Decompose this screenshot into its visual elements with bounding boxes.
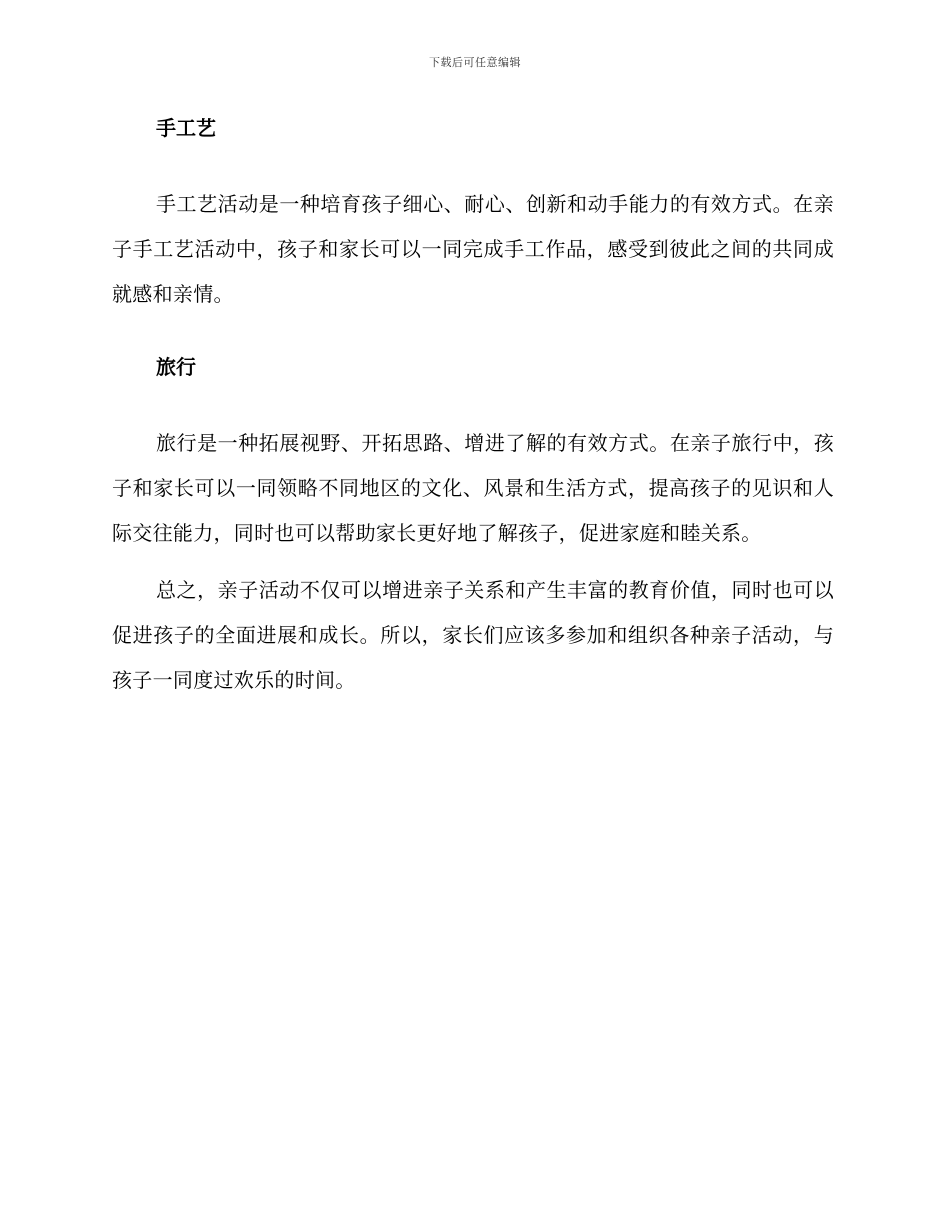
section-heading-travel: 旅行 xyxy=(156,355,196,379)
section-paragraph-crafts: 手工艺活动是一种培育孩子细心、耐心、创新和动手能力的有效方式。在亲子手工艺活动中，孩子和家长可以一同完成手工作品，感受到彼此之间的共同成就感和亲情。 xyxy=(112,192,834,306)
conclusion-paragraph: 总之，亲子活动不仅可以增进亲子关系和产生丰富的教育价值，同时也可以促进孩子的全面进展和成长。所以，家长们应该多参加和组织各种亲子活动，与孩子一同度过欢乐的时间。 xyxy=(112,578,834,692)
document-body xyxy=(112,112,834,703)
header-note: 下载后可任意编辑 xyxy=(429,56,521,69)
section-paragraph-travel: 旅行是一种拓展视野、开拓思路、增进了解的有效方式。在亲子旅行中，孩子和家长可以一同领略不同地区的文化、风景和生活方式，提高孩子的见识和人际交往能力，同时也可以帮助家长更好地了解孩子，促进家庭和睦关系。 xyxy=(112,431,834,545)
section-heading-crafts: 手工艺 xyxy=(156,116,216,140)
